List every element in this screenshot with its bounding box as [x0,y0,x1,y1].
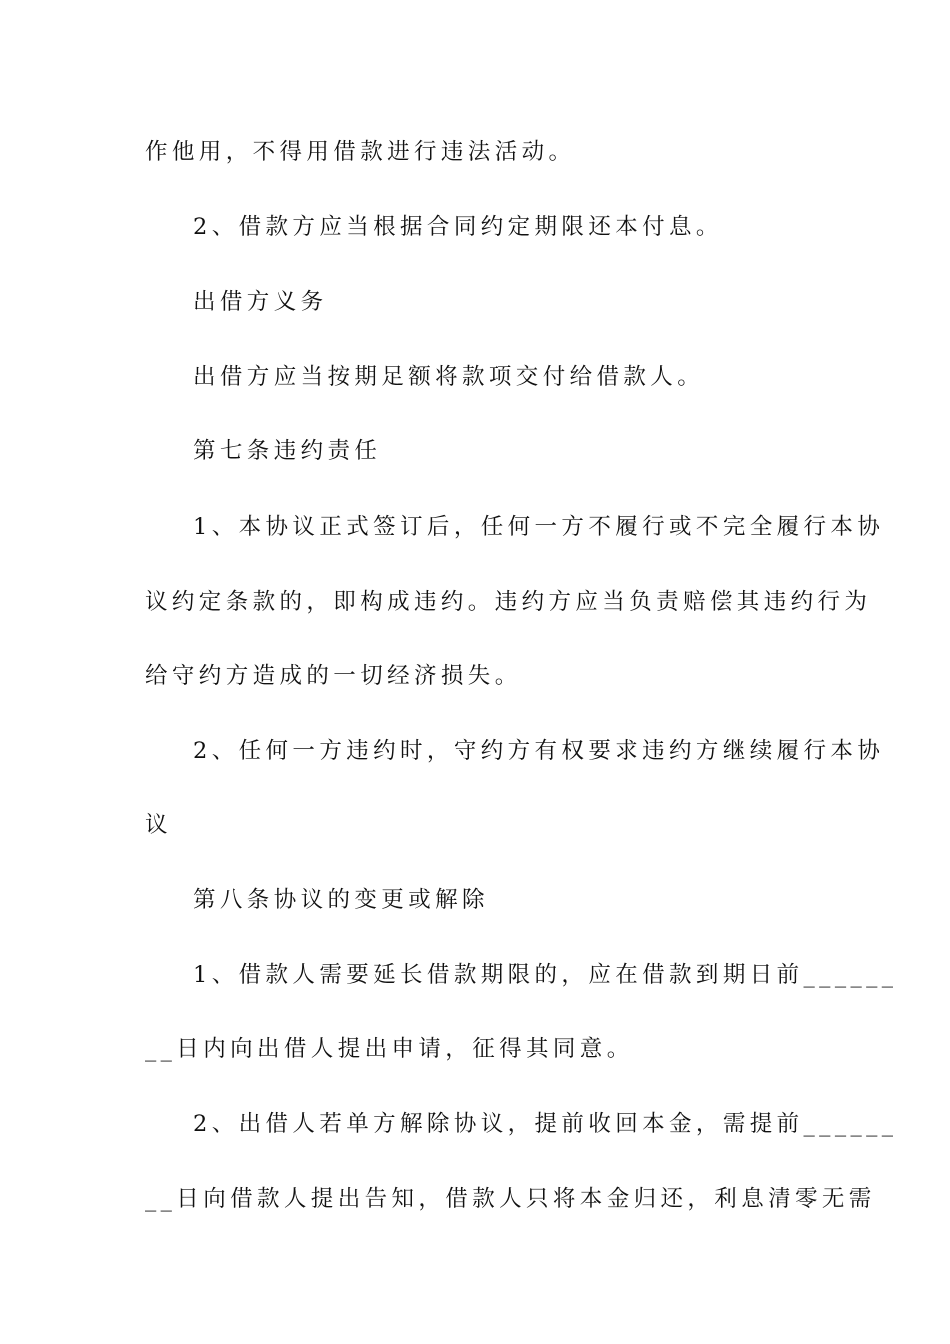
section-heading-lender-obligations: 出借方义务 [193,289,328,315]
paragraph-line-continuation: 作他用，不得用借款进行违法活动。 [145,139,576,165]
paragraph-line-lender-delivery: 出借方应当按期足额将款项交付给借款人。 [193,364,705,390]
paragraph-line-borrower-repayment: 2、借款方应当根据合同约定期限还本付息。 [193,214,723,240]
paragraph-line-breach-1b: 议约定条款的，即构成违约。违约方应当负责赔偿其违约行为 [145,589,872,615]
paragraph-line-breach-2a: 2、任何一方违约时，守约方有权要求违约方继续履行本协 [193,738,885,764]
paragraph-line-termination-2a: 2、出借人若单方解除协议，提前收回本金，需提前______ [193,1111,898,1137]
paragraph-line-breach-1c: 给守约方造成的一切经济损失。 [145,663,522,689]
paragraph-line-extension-1b: __日内向出借人提出申请，征得其同意。 [145,1036,634,1062]
paragraph-line-extension-1a: 1、借款人需要延长借款期限的，应在借款到期日前______ [193,962,898,988]
article-heading-7: 第七条违约责任 [193,438,382,464]
paragraph-line-breach-2b: 议 [145,812,172,838]
article-heading-8: 第八条协议的变更或解除 [193,887,489,913]
paragraph-line-termination-2b: __日向借款人提出告知，借款人只将本金归还，利息清零无需 [145,1186,876,1212]
paragraph-line-breach-1a: 1、本协议正式签订后，任何一方不履行或不完全履行本协 [193,514,885,540]
